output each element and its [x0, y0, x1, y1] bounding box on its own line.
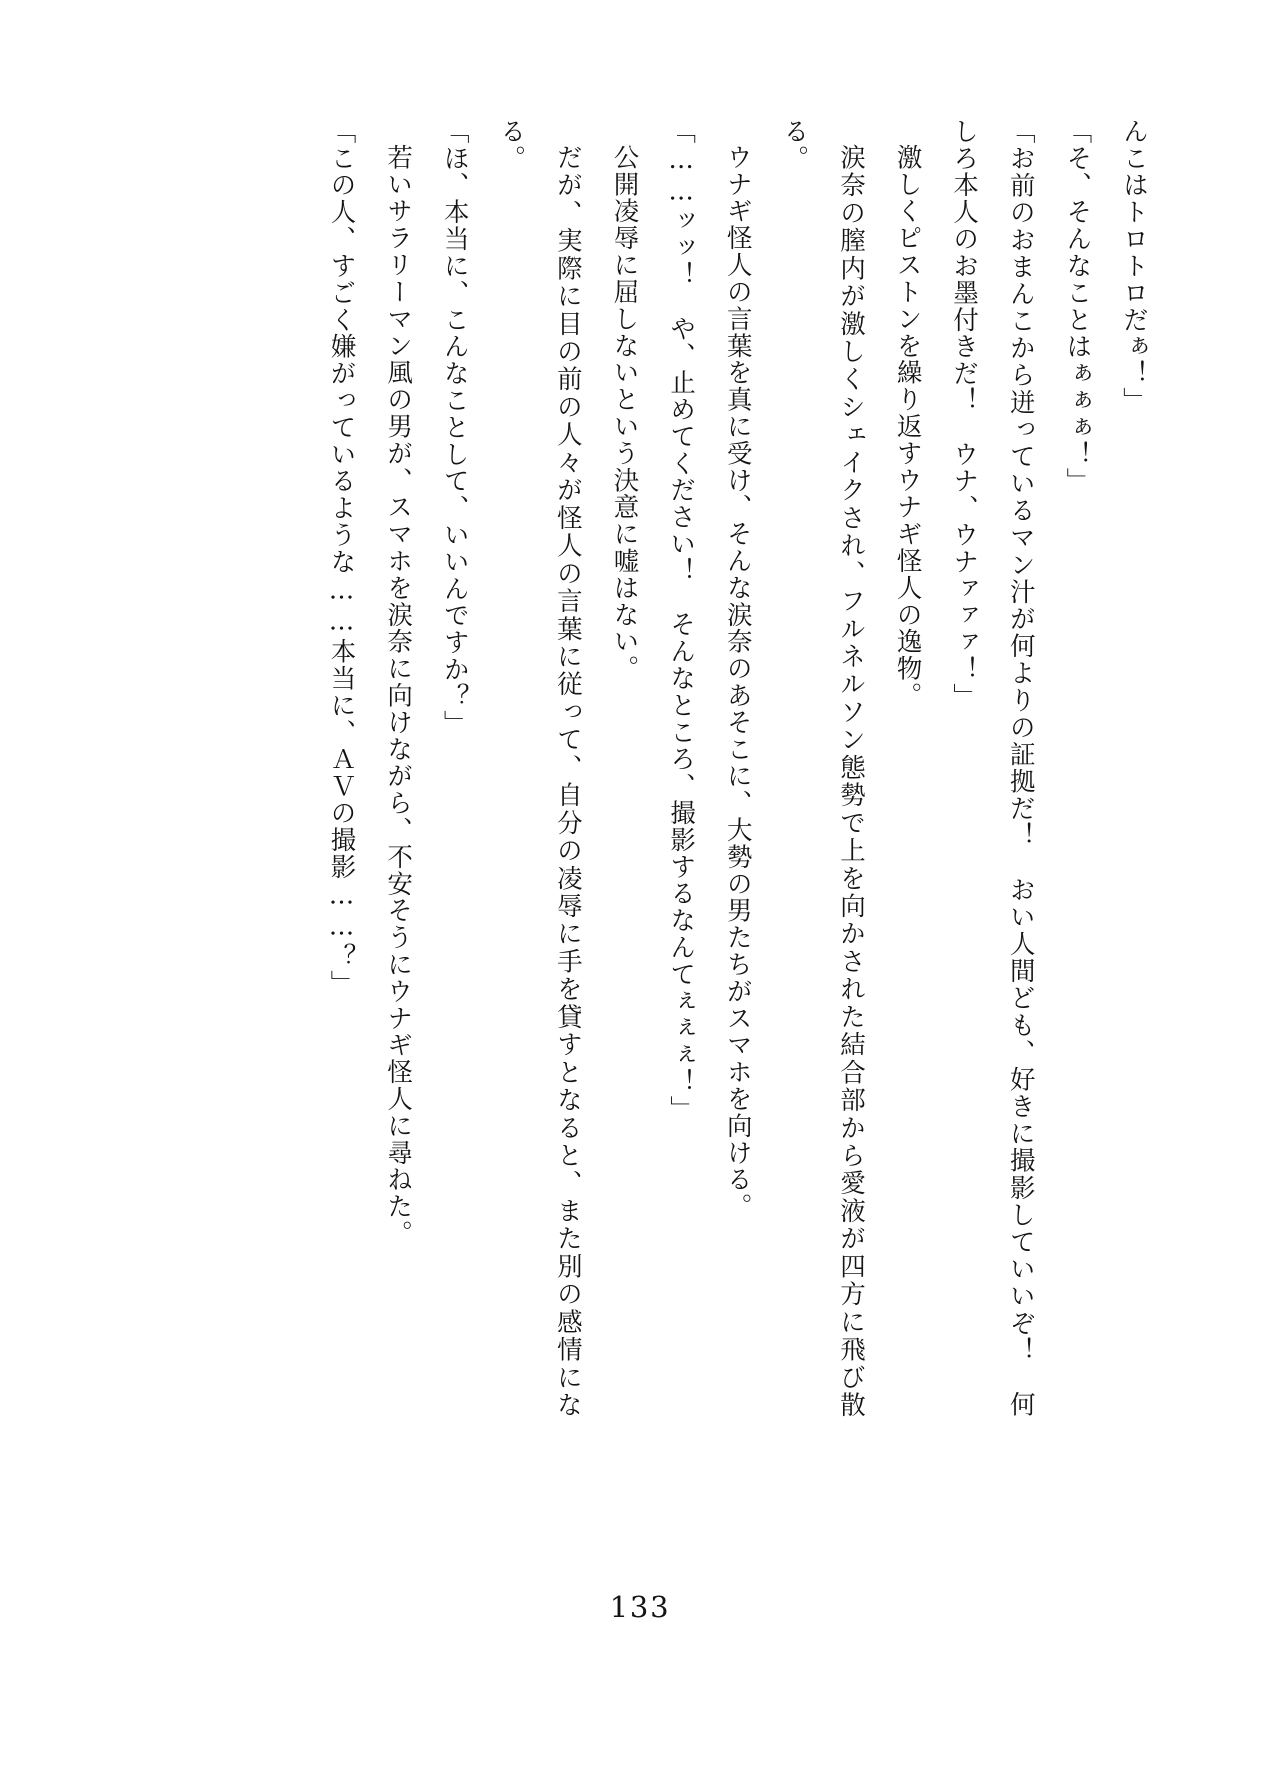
- paragraph: 「お前のおまんこから迸っているマン汁が何よりの証拠だ！ おい人間ども、好きに撮影していいぞ！ 何しろ本人のお墨付きだ！ ウナ、ウナァァァ！」: [949, 118, 1036, 1418]
- vertical-text-body: [326, 118, 1162, 1418]
- paragraph: 涙奈の膣内が激しくシェイクされ、フルネルソン態勢で上を向かされた結合部から愛液が四方に飛び散る。: [779, 118, 866, 1418]
- paragraph: 若いサラリーマン風の男が、スマホを涙奈に向けながら、不安そうにウナギ怪人に尋ねた。: [383, 143, 414, 1247]
- paragraph: だが、実際に目の前の人々が怪人の言葉に従って、自分の凌辱に手を貸すとなると、また別の感情になる。: [496, 118, 583, 1418]
- paragraph: んこはトロトロだぁ！」: [1119, 118, 1149, 414]
- page-number: 133: [609, 1590, 671, 1624]
- paragraph: 「ほ、本当に、こんなことして、いいんですか？」: [439, 118, 470, 737]
- paragraph: 公開凌辱に屈しないという決意に嘘はない。: [609, 143, 640, 682]
- paragraph: ウナギ怪人の言葉を真に受け、そんな涙奈のあそこに、大勢の男たちがスマホを向ける。: [722, 143, 753, 1220]
- paragraph: 激しくピストンを繰り返すウナギ怪人の逸物。: [892, 143, 923, 709]
- paragraph: 「そ、そんなことはぁぁぁ！」: [1062, 118, 1093, 495]
- paragraph: 「……ッッ！ や、止めてください！ そんなところ、撮影するなんてぇぇぇ！」: [666, 118, 697, 1123]
- paragraph: 「この人、すごく嫌がっているような……本当に、ＡＶの撮影……？」: [326, 118, 357, 997]
